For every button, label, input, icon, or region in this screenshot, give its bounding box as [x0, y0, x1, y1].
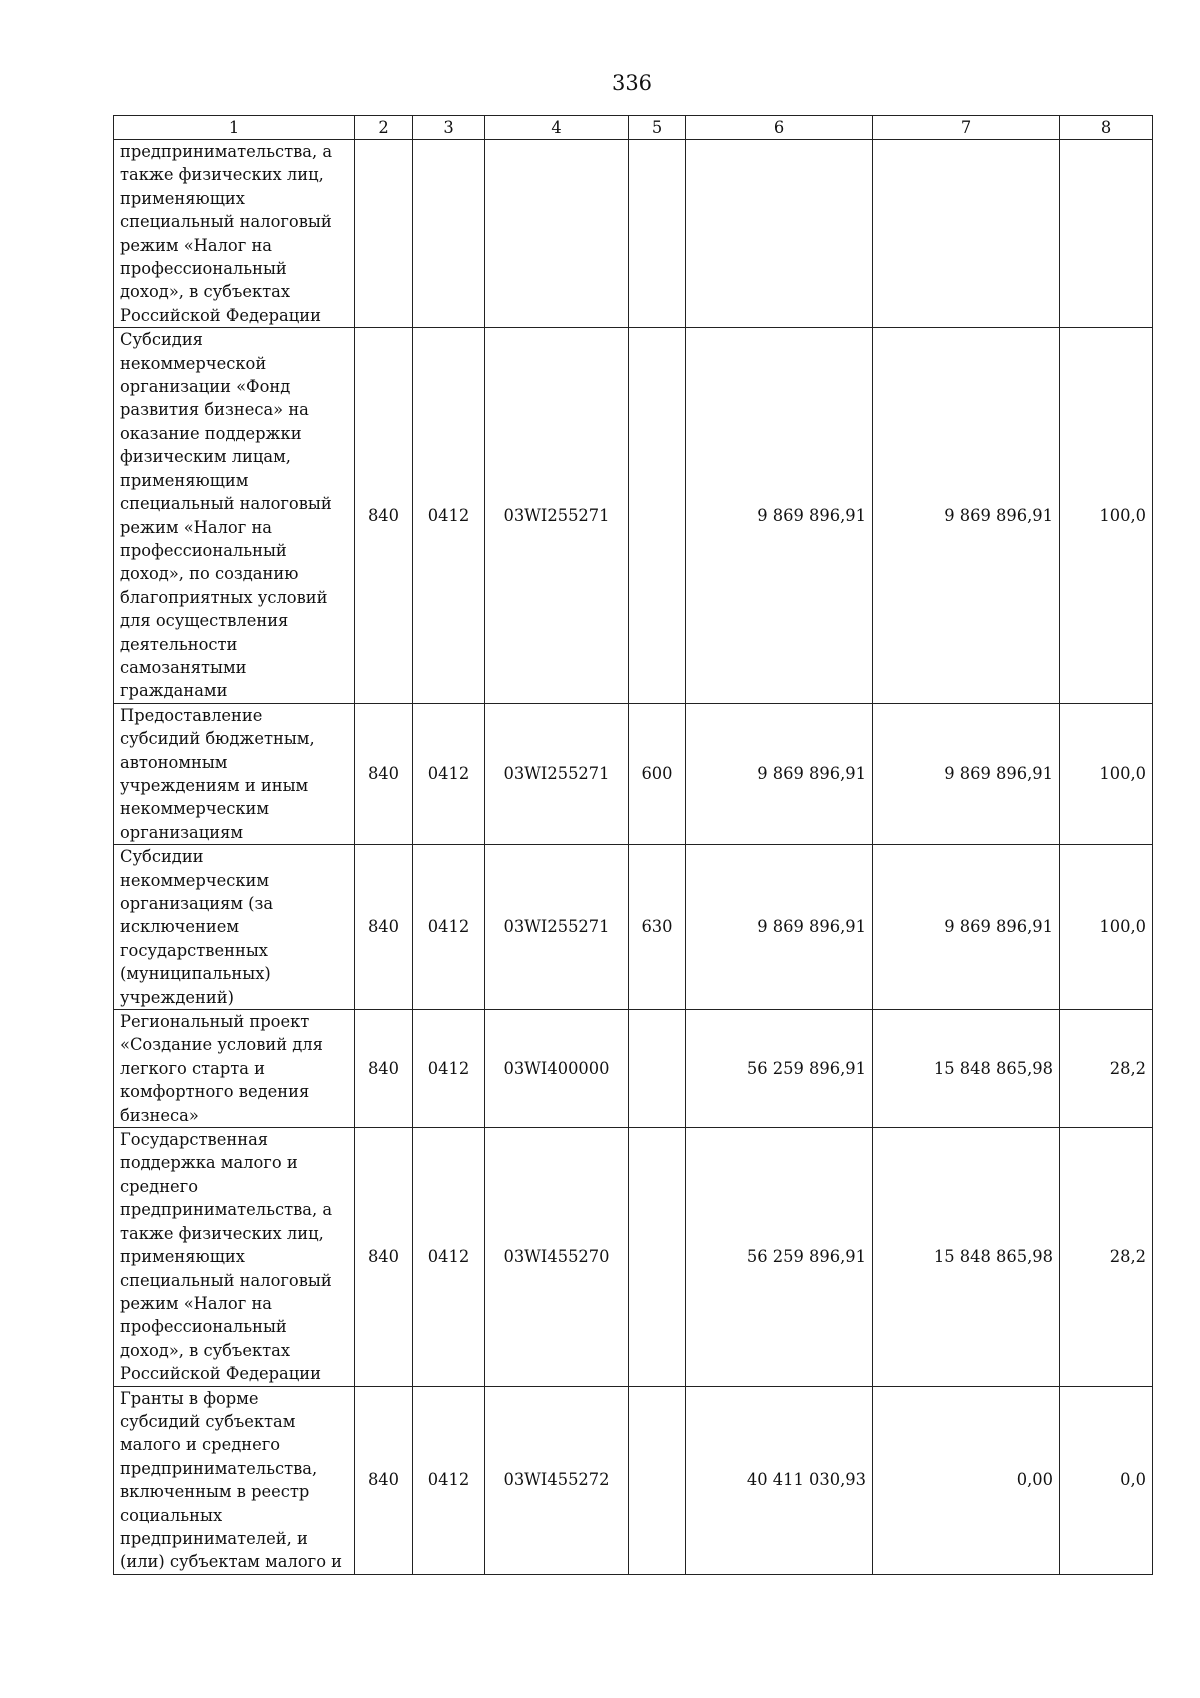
planned-amount: 9 869 896,91 — [686, 328, 873, 704]
expense-type-code: 600 — [629, 703, 686, 844]
expense-type-code: 630 — [629, 845, 686, 1010]
page-number: 336 — [611, 71, 653, 95]
planned-amount: 9 869 896,91 — [686, 845, 873, 1010]
executed-amount: 9 869 896,91 — [873, 703, 1060, 844]
table-row — [114, 328, 1153, 704]
execution-percent: 28,2 — [1060, 1010, 1153, 1128]
planned-amount: 40 411 030,93 — [686, 1386, 873, 1574]
admin-code: 840 — [355, 1010, 413, 1128]
budget-execution-table — [113, 115, 1153, 1575]
table-row — [114, 1010, 1153, 1128]
header-cell: 6 — [686, 116, 873, 140]
admin-code: 840 — [355, 845, 413, 1010]
section-code: 0412 — [413, 1128, 485, 1386]
target-article-code — [485, 140, 629, 328]
section-code: 0412 — [413, 1010, 485, 1128]
header-cell: 3 — [413, 116, 485, 140]
executed-amount: 0,00 — [873, 1386, 1060, 1574]
expense-name: Региональный проект «Создание условий для легкого старта и комфортного ведения бизнеса» — [114, 1010, 355, 1128]
expense-name: Государственная поддержка малого и среднего предпринимательства, а также физических лиц, применяющих специальный налоговый режим «Налог на профессиональный доход», в субъектах Российской Федерации — [114, 1128, 355, 1386]
executed-amount: 15 848 865,98 — [873, 1128, 1060, 1386]
execution-percent: 0,0 — [1060, 1386, 1153, 1574]
executed-amount: 9 869 896,91 — [873, 328, 1060, 704]
table-row — [114, 703, 1153, 844]
execution-percent: 100,0 — [1060, 328, 1153, 704]
expense-name: Субсидия некоммерческой организации «Фонд развития бизнеса» на оказание поддержки физическим лицам, применяющим специальный налоговый режим «Налог на профессиональный доход», по созданию благоприятных условий для осуществления деятельности самозанятыми гражданами — [114, 328, 355, 704]
section-code: 0412 — [413, 845, 485, 1010]
table-row — [114, 140, 1153, 328]
header-cell: 4 — [485, 116, 629, 140]
header-row — [114, 116, 1153, 140]
section-code: 0412 — [413, 703, 485, 844]
admin-code: 840 — [355, 1386, 413, 1574]
target-article-code: 03WI255271 — [485, 328, 629, 704]
admin-code: 840 — [355, 703, 413, 844]
header-cell: 8 — [1060, 116, 1153, 140]
expense-name: Предоставление субсидий бюджетным, автономным учреждениям и иным некоммерческим организациям — [114, 703, 355, 844]
header-cell: 5 — [629, 116, 686, 140]
section-code — [413, 140, 485, 328]
admin-code — [355, 140, 413, 328]
table-row — [114, 1386, 1153, 1574]
expense-type-code — [629, 140, 686, 328]
execution-percent: 100,0 — [1060, 845, 1153, 1010]
planned-amount: 56 259 896,91 — [686, 1128, 873, 1386]
target-article-code: 03WI455270 — [485, 1128, 629, 1386]
section-code: 0412 — [413, 328, 485, 704]
expense-type-code — [629, 1386, 686, 1574]
executed-amount — [873, 140, 1060, 328]
target-article-code: 03WI255271 — [485, 845, 629, 1010]
target-article-code: 03WI455272 — [485, 1386, 629, 1574]
section-code: 0412 — [413, 1386, 485, 1574]
header-cell: 2 — [355, 116, 413, 140]
admin-code: 840 — [355, 328, 413, 704]
target-article-code: 03WI400000 — [485, 1010, 629, 1128]
executed-amount: 15 848 865,98 — [873, 1010, 1060, 1128]
expense-type-code — [629, 328, 686, 704]
execution-percent: 100,0 — [1060, 703, 1153, 844]
execution-percent — [1060, 140, 1153, 328]
admin-code: 840 — [355, 1128, 413, 1386]
expense-type-code — [629, 1128, 686, 1386]
execution-percent: 28,2 — [1060, 1128, 1153, 1386]
header-cell: 7 — [873, 116, 1060, 140]
expense-name: Гранты в форме субсидий субъектам малого и среднего предпринимательства, включенным в реестр социальных предпринимателей, и (или) субъектам малого и — [114, 1386, 355, 1574]
planned-amount: 56 259 896,91 — [686, 1010, 873, 1128]
planned-amount: 9 869 896,91 — [686, 703, 873, 844]
table-row — [114, 1128, 1153, 1386]
executed-amount: 9 869 896,91 — [873, 845, 1060, 1010]
table-row — [114, 845, 1153, 1010]
expense-type-code — [629, 1010, 686, 1128]
expense-name: предпринимательства, а также физических лиц, применяющих специальный налоговый режим «Налог на профессиональный доход», в субъектах Российской Федерации — [114, 140, 355, 328]
target-article-code: 03WI255271 — [485, 703, 629, 844]
expense-name: Субсидии некоммерческим организациям (за исключением государственных (муниципальных) учреждений) — [114, 845, 355, 1010]
planned-amount — [686, 140, 873, 328]
header-cell: 1 — [114, 116, 355, 140]
